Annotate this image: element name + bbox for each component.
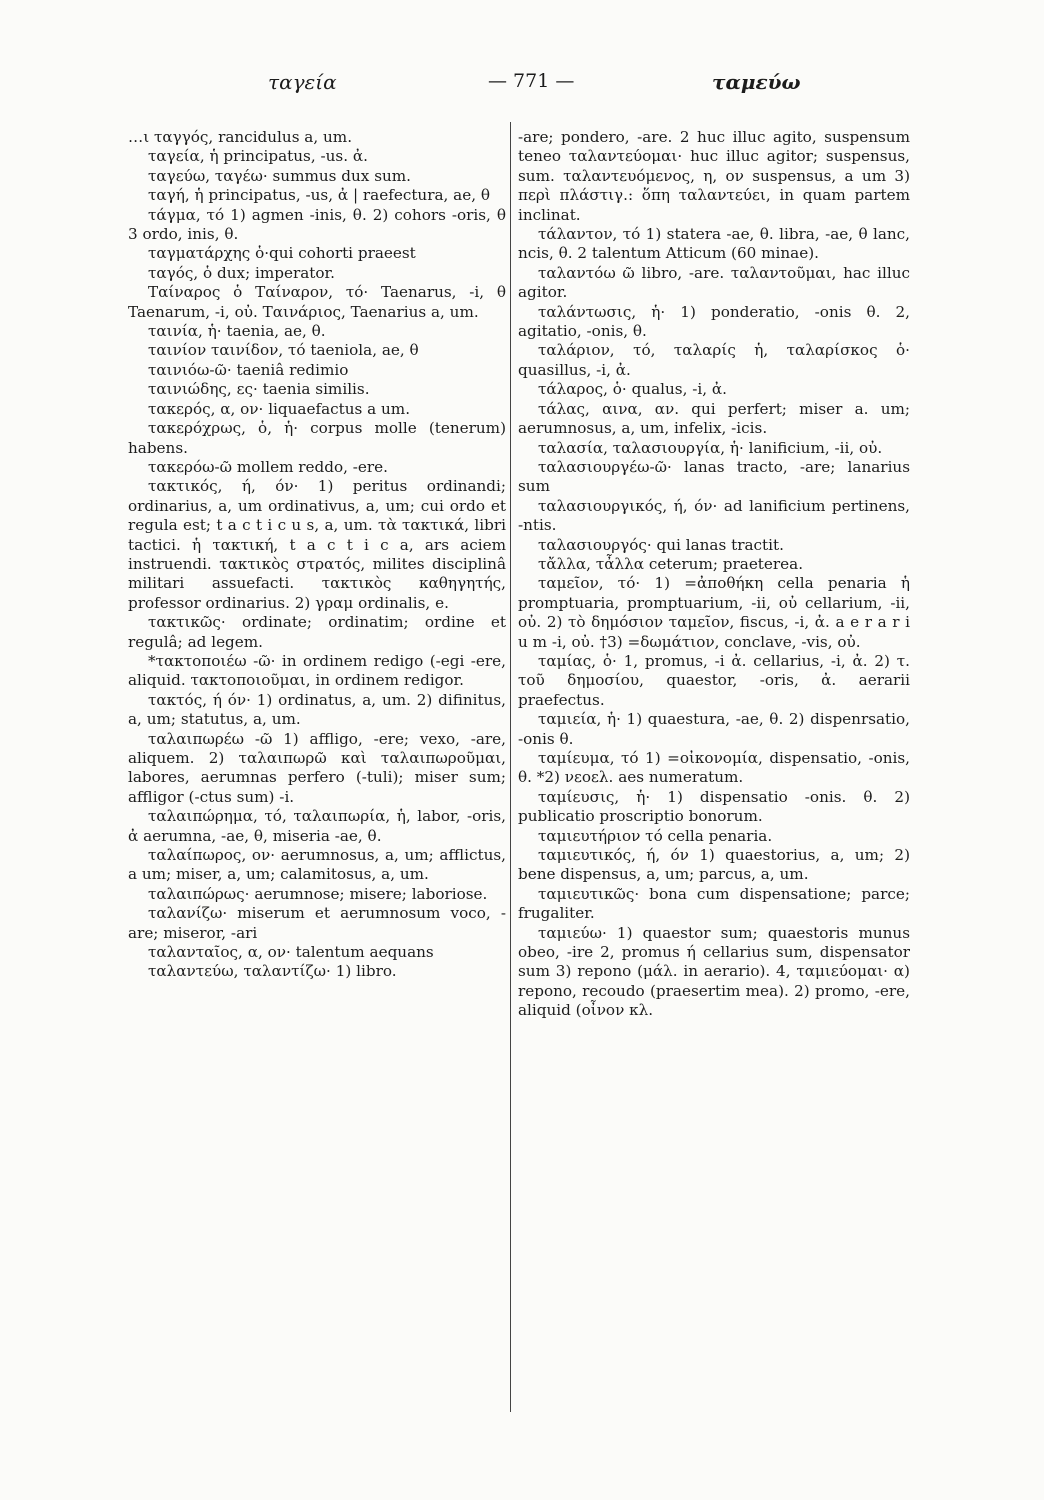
header-left-word: ταγεία <box>268 70 337 94</box>
entry: τάλαρος, ὁ· qualus, -i, ἀ. <box>538 380 727 399</box>
entry: ταλαίπωρος, ον· aerumnosus, a, um; afflictus, a um; miser, a, um; calamitosus, a, um. <box>128 846 506 884</box>
entry: ταμιευτικός, ή, όν 1) quaestorius, a, um; 2) bene dispensus, a, um; parcus, a, um. <box>518 846 910 884</box>
entry: ταινίον ταινίδον, τό taeniola, ae, θ <box>148 341 419 360</box>
entry: ταμιευτικῶς· bona cum dispensatione; parce; frugaliter. <box>518 884 910 923</box>
header-right-word: ταμεύω <box>712 70 801 94</box>
entry: ταμιεύω· 1) quaestor sum; quaestoris munus obeo, -ire 2, promus ή cellarius sum, dispensator sum 3) repono (μάλ. in aerario). 4, ταμιεύομαι· α) repono, recoudo (praesertim mea). 2) promo, -ere, aliquid (οἶνον κλ. <box>518 923 910 1020</box>
entry: ταλαιπώρως· aerumnose; misere; laboriose. <box>148 884 488 903</box>
entry: τακτικός, ή, όν· 1) peritus ordinandi; ordinarius, a, um ordinativus, a, um; cui ordo et regula est; t a c t i c u s, a, um. τὰ τακτικά, libri tactici. ἡ τακτική, t a c t i c a, ars aciem instruendi. τακτικὸς στρατός, milites disciplinâ militari assuefacti. τακτικὸς καθηγητής, professor ordinarius. 2) γραμ ordinalis, e. <box>128 477 506 612</box>
entry: ταγεύω, ταγέω· summus dux sum. <box>148 166 412 185</box>
entry: τακερός, α, ον· liquaefactus a um. <box>148 399 411 418</box>
entry: τακτός, ή όν· 1) ordinatus, a, um. 2) difinitus, a, um; statutus, a, um. <box>128 690 506 729</box>
entry: ταλασιουργός· qui lanas tractit. <box>538 535 784 554</box>
entry: ταγός, ὁ dux; imperator. <box>148 263 335 282</box>
entry: ταλαιπωρέω -ῶ 1) affligo, -ere; vexo, -are, aliquem. 2) ταλαιπωρῶ καὶ ταλαιπωροῦμαι, labores, aerumnas perfero (-tuli); miser sum; affligor (-ctus sum) -i. <box>128 729 506 806</box>
entry: *τακτοποιέω -ῶ· in ordinem redigo (-egi -ere, aliquid. τακτοποιοῦμαι, in ordinem redigor. <box>128 651 506 690</box>
entry: ταλανίζω· miserum et aerumnosum voco, -are; miseror, -ari <box>128 904 506 942</box>
entry: Ταίναρος ὁ Ταίναρον, τό· Taenarus, -i, θ Taenarum, -i, οὐ. Ταινάριος, Taenarius a, um. <box>128 283 506 321</box>
entry: ταλασία, ταλασιουργία, ἡ· lanificium, -ii, οὐ. <box>538 438 883 457</box>
entry: ταλαντόω ῶ libro, -are. ταλαντοῦμαι, hac illuc agitor. <box>518 263 910 302</box>
entry: ταγή, ἡ principatus, -us, ἀ | raefectura, ae, θ <box>148 186 491 205</box>
entry: ταγεία, ἡ principatus, -us. ἀ. <box>148 147 368 166</box>
entry: ταγματάρχης ὁ·qui cohorti praeest <box>148 244 416 263</box>
entry: ταμεῖον, τό· 1) =ἀποθήκη cella penaria ἡ promptuaria, promptuarium, -ii, οὐ cellarium, -ii, οὐ. 2) τὸ δημόσιον ταμεῖον, fiscus, -i, ἀ. a e r a r i u m -i, οὐ. †3) =δωμάτιον, conclave, -vis, οὐ. <box>518 574 910 651</box>
entry: τακτικῶς· ordinate; ordinatim; ordine et regulâ; ad legem. <box>128 613 506 651</box>
entry: ταλαντεύω, ταλαντίζω· 1) libro. <box>148 962 397 981</box>
entry: ταλαιπώρημα, τό, ταλαιπωρία, ἡ, labor, -oris, ἀ aerumna, -ae, θ, miseria -ae, θ. <box>128 807 506 845</box>
entry: ταλάντωσις, ἡ· 1) ponderatio, -onis θ. 2, agitatio, -onis, θ. <box>518 302 910 341</box>
right-column <box>518 128 910 1408</box>
entry: ταινιώδης, ες· taenia similis. <box>148 380 370 399</box>
entry: τακερόω-ῶ mollem reddo, -ere. <box>148 457 388 476</box>
entry: -are; pondero, -are. 2 huc illuc agito, suspensum teneo ταλαντεύομαι· huc illuc agitor; suspensus, sum. ταλαντευόμενος, η, ον suspensus, a um 3) περὶ πλάστιγ.: ὅπη ταλαντεύει, in quam partem inclinat. <box>518 128 910 224</box>
entry: ταλάριον, τό, ταλαρίς ἡ, ταλαρίσκος ὁ· quasillus, -i, ἀ. <box>518 341 910 379</box>
entry: ταινία, ἡ· taenia, ae, θ. <box>148 322 326 341</box>
column-divider <box>510 122 511 1412</box>
entry: ταμίευμα, τό 1) =οἰκονομία, dispensatio, -onis, θ. *2) νεοελ. aes numeratum. <box>518 749 910 787</box>
entry: ταλασιουργέω-ῶ· lanas tracto, -are; lanarius sum <box>518 457 910 496</box>
entry: ταλανταῖος, α, ον· talentum aequans <box>148 943 434 962</box>
entry: ταινιόω-ῶ· taeniâ redimio <box>148 360 349 379</box>
entry: τάγμα, τό 1) agmen -inis, θ. 2) cohors -oris, θ 3 ordo, inis, θ. <box>128 205 506 244</box>
page-number: — 771 — <box>488 70 575 92</box>
entry: τἄλλα, τἆλλα ceterum; praeterea. <box>538 554 804 573</box>
entry: ταμιευτήριον τό cella penaria. <box>538 826 773 845</box>
entry: ταλασιουργικός, ή, όν· ad lanificium pertinens, -ntis. <box>518 496 910 535</box>
entry: τάλαντον, τό 1) statera -ae, θ. libra, -ae, θ lanc, ncis, θ. 2 talentum Atticum (60 minae). <box>518 225 910 263</box>
entry: τάλας, αινα, αν. qui perfert; miser a. um; aerumnosus, a, um, infelix, -icis. <box>518 399 910 438</box>
entry: τακερόχρως, ὁ, ἡ· corpus molle (tenerum) habens. <box>128 419 506 457</box>
entry: ταμίευσις, ἡ· 1) dispensatio -onis. θ. 2) publicatio proscriptio bonorum. <box>518 787 910 826</box>
entry: …ι ταγγός, rancidulus a, um. <box>128 128 353 146</box>
left-column <box>128 128 506 1408</box>
entry: ταμίας, ὁ· 1, promus, -i ἀ. cellarius, -i, ἀ. 2) τ. τοῦ δημοσίου, quaestor, -oris, ἀ. aerarii praefectus. <box>518 651 910 709</box>
entry: ταμιεία, ἡ· 1) quaestura, -ae, θ. 2) dispenrsatio, -onis θ. <box>518 710 910 748</box>
